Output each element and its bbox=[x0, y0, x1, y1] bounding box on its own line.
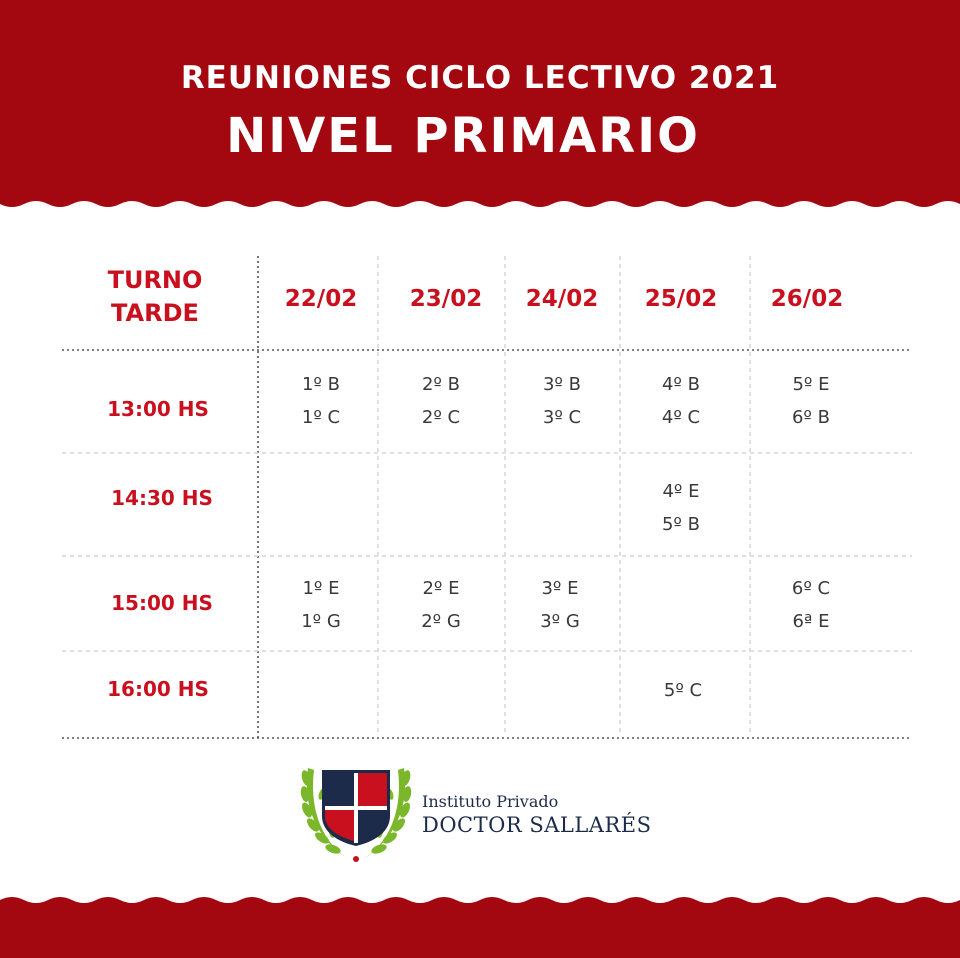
group-cell: 4º C bbox=[661, 407, 701, 428]
group-cell: 3º E bbox=[541, 578, 579, 599]
crest-dot bbox=[353, 856, 359, 862]
institution-name-line1: Instituto Privado bbox=[422, 792, 559, 811]
date-header: 25/02 bbox=[644, 286, 718, 312]
shield-crest-icon bbox=[322, 770, 390, 846]
time-label: 16:00 HS bbox=[107, 677, 209, 701]
heading-meetings: REUNIONES CICLO LECTIVO 2021 bbox=[180, 60, 780, 96]
group-cell: 4º B bbox=[661, 374, 700, 395]
shift-label-turno: TURNO bbox=[107, 266, 203, 294]
time-label: 13:00 HS bbox=[107, 397, 209, 421]
date-header: 26/02 bbox=[770, 286, 844, 312]
group-cell: 5º B bbox=[661, 514, 700, 535]
group-cell: 2º G bbox=[421, 611, 461, 632]
date-header: 22/02 bbox=[284, 286, 358, 312]
group-cell: 2º B bbox=[421, 374, 460, 395]
group-cell: 1º C bbox=[301, 407, 341, 428]
institution-name-line2: DOCTOR SALLARÉS bbox=[422, 813, 652, 837]
time-label: 14:30 HS bbox=[111, 486, 213, 510]
footer-band bbox=[0, 906, 960, 958]
group-cell: 1º E bbox=[302, 578, 340, 599]
group-cell: 1º B bbox=[301, 374, 340, 395]
group-cell: 3º C bbox=[542, 407, 582, 428]
group-cell: 1º G bbox=[301, 611, 341, 632]
group-cell: 5º C bbox=[663, 680, 703, 701]
group-cell: 4º E bbox=[662, 481, 700, 502]
time-label: 15:00 HS bbox=[111, 591, 213, 615]
date-header: 24/02 bbox=[525, 286, 599, 312]
institution-logo bbox=[300, 764, 412, 868]
group-cell: 5º E bbox=[792, 374, 830, 395]
group-cell: 6º C bbox=[791, 578, 831, 599]
group-cell: 3º G bbox=[540, 611, 580, 632]
shift-label-tarde: TARDE bbox=[111, 299, 199, 327]
heading-level: NIVEL PRIMARIO bbox=[226, 108, 700, 164]
group-cell: 3º B bbox=[542, 374, 581, 395]
group-cell: 6ª E bbox=[792, 611, 830, 632]
date-header: 23/02 bbox=[409, 286, 483, 312]
group-cell: 2º E bbox=[422, 578, 460, 599]
group-cell: 2º C bbox=[421, 407, 461, 428]
group-cell: 6º B bbox=[791, 407, 830, 428]
